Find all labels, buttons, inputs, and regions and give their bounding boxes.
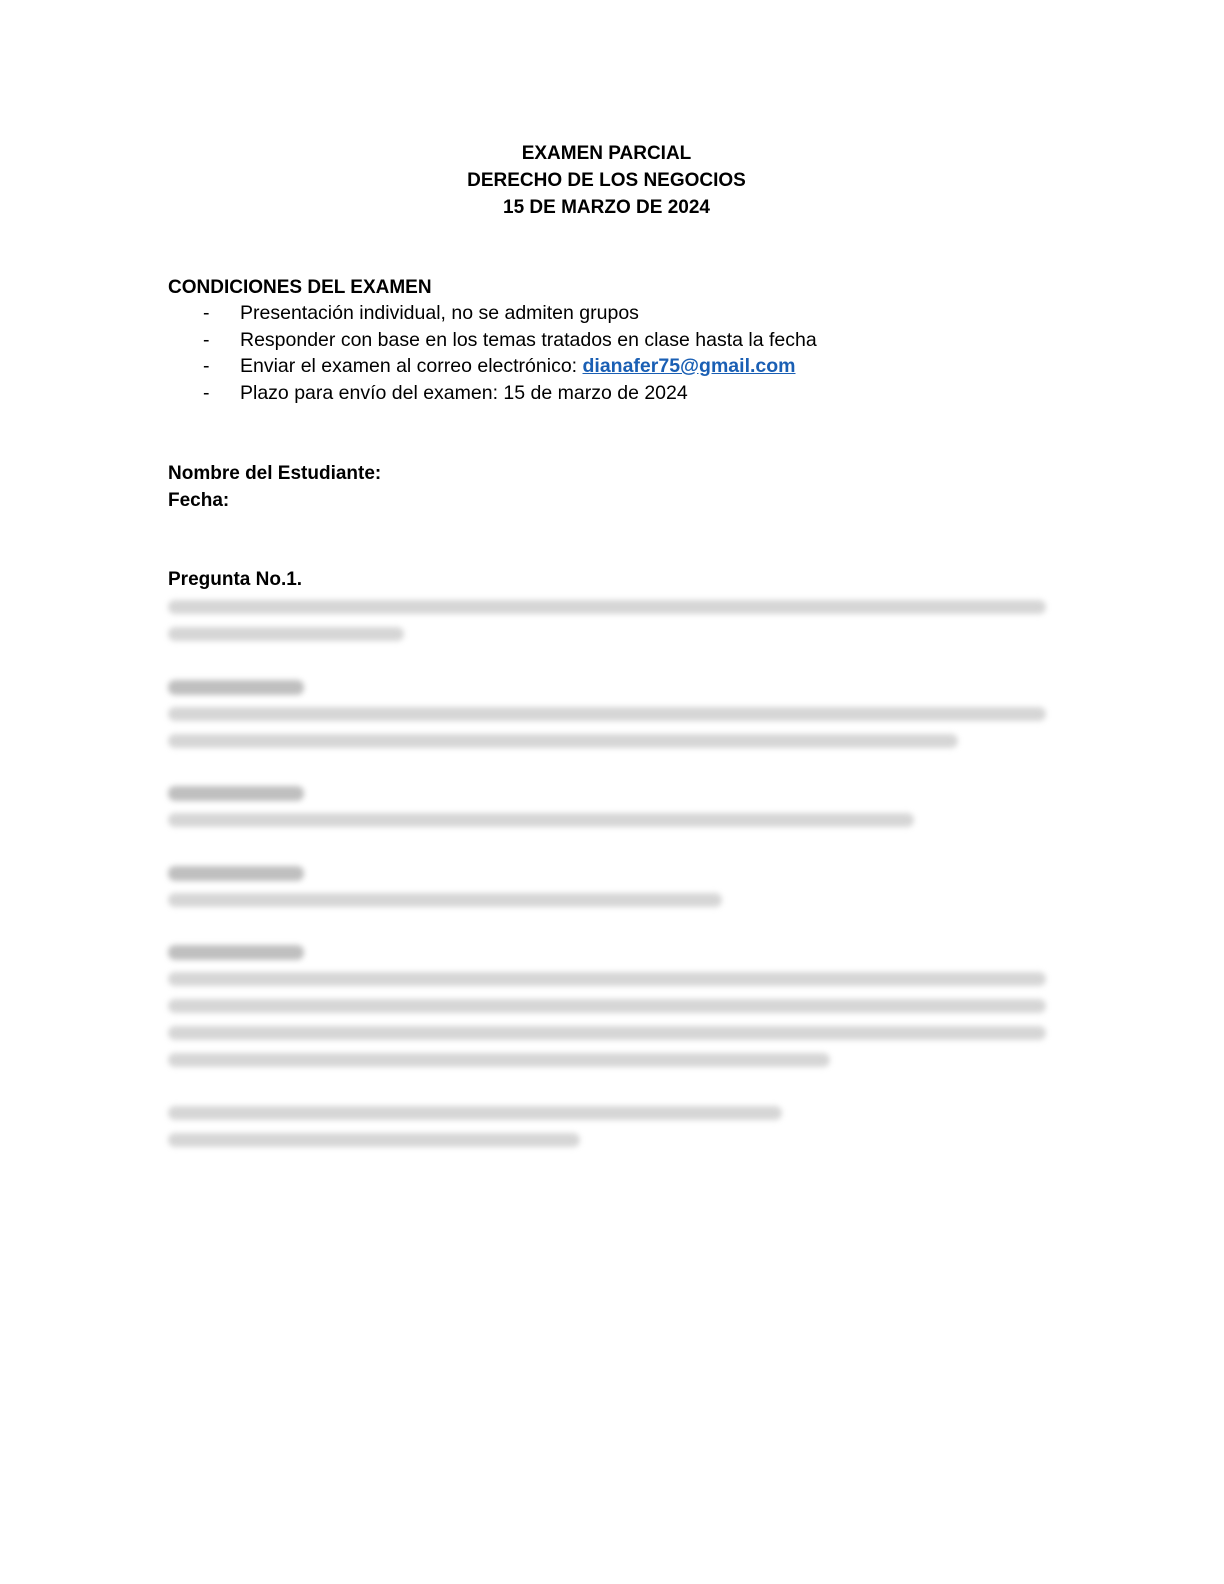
bullet-dash: -	[203, 355, 210, 377]
course-name: DERECHO DE LOS NEGOCIOS	[467, 170, 746, 191]
blurred-heading-line	[168, 866, 304, 881]
student-name-label: Nombre del Estudiante:	[168, 463, 382, 484]
date-label: Fecha:	[168, 490, 230, 511]
blurred-text-line	[168, 1133, 580, 1147]
condition-text: Responder con base en los temas tratados en clase hasta la fecha	[240, 328, 817, 351]
blurred-text-line	[168, 999, 1046, 1013]
conditions-heading: CONDICIONES DEL EXAMEN	[168, 277, 432, 298]
blurred-text-line	[168, 893, 722, 907]
condition-item	[0, 353, 817, 380]
blurred-text-line	[168, 1106, 782, 1120]
email-link[interactable]: dianafer75@gmail.com	[582, 355, 796, 377]
blurred-text-line	[168, 600, 1046, 614]
bullet-dash: -	[203, 328, 210, 351]
conditions-list	[0, 300, 817, 406]
condition-text: Presentación individual, no se admiten grupos	[240, 302, 639, 324]
exam-title: EXAMEN PARCIAL	[521, 143, 692, 164]
blurred-heading-line	[168, 786, 304, 801]
blurred-heading-line	[168, 945, 304, 960]
condition-text: Plazo para envío del examen: 15 de marzo de 2024	[240, 381, 688, 404]
blurred-text-line	[168, 972, 1046, 986]
student-info	[168, 460, 381, 514]
blurred-text-line	[168, 734, 958, 748]
condition-item	[0, 327, 817, 354]
blurred-text-line	[168, 627, 404, 641]
blurred-text-line	[168, 1053, 830, 1067]
blurred-text-line	[168, 813, 914, 827]
blurred-text-line	[168, 707, 1046, 721]
exam-date: 15 DE MARZO DE 2024	[503, 197, 710, 218]
blurred-heading-line	[168, 680, 304, 695]
condition-item	[0, 380, 817, 407]
condition-item	[0, 300, 817, 327]
blurred-text-line	[168, 1026, 1046, 1040]
condition-text: Enviar el examen al correo electrónico:	[240, 355, 583, 377]
bullet-dash: -	[203, 381, 210, 404]
bullet-dash: -	[203, 302, 210, 324]
question-1-heading: Pregunta No.1.	[168, 569, 303, 590]
exam-title-block	[0, 140, 1213, 221]
